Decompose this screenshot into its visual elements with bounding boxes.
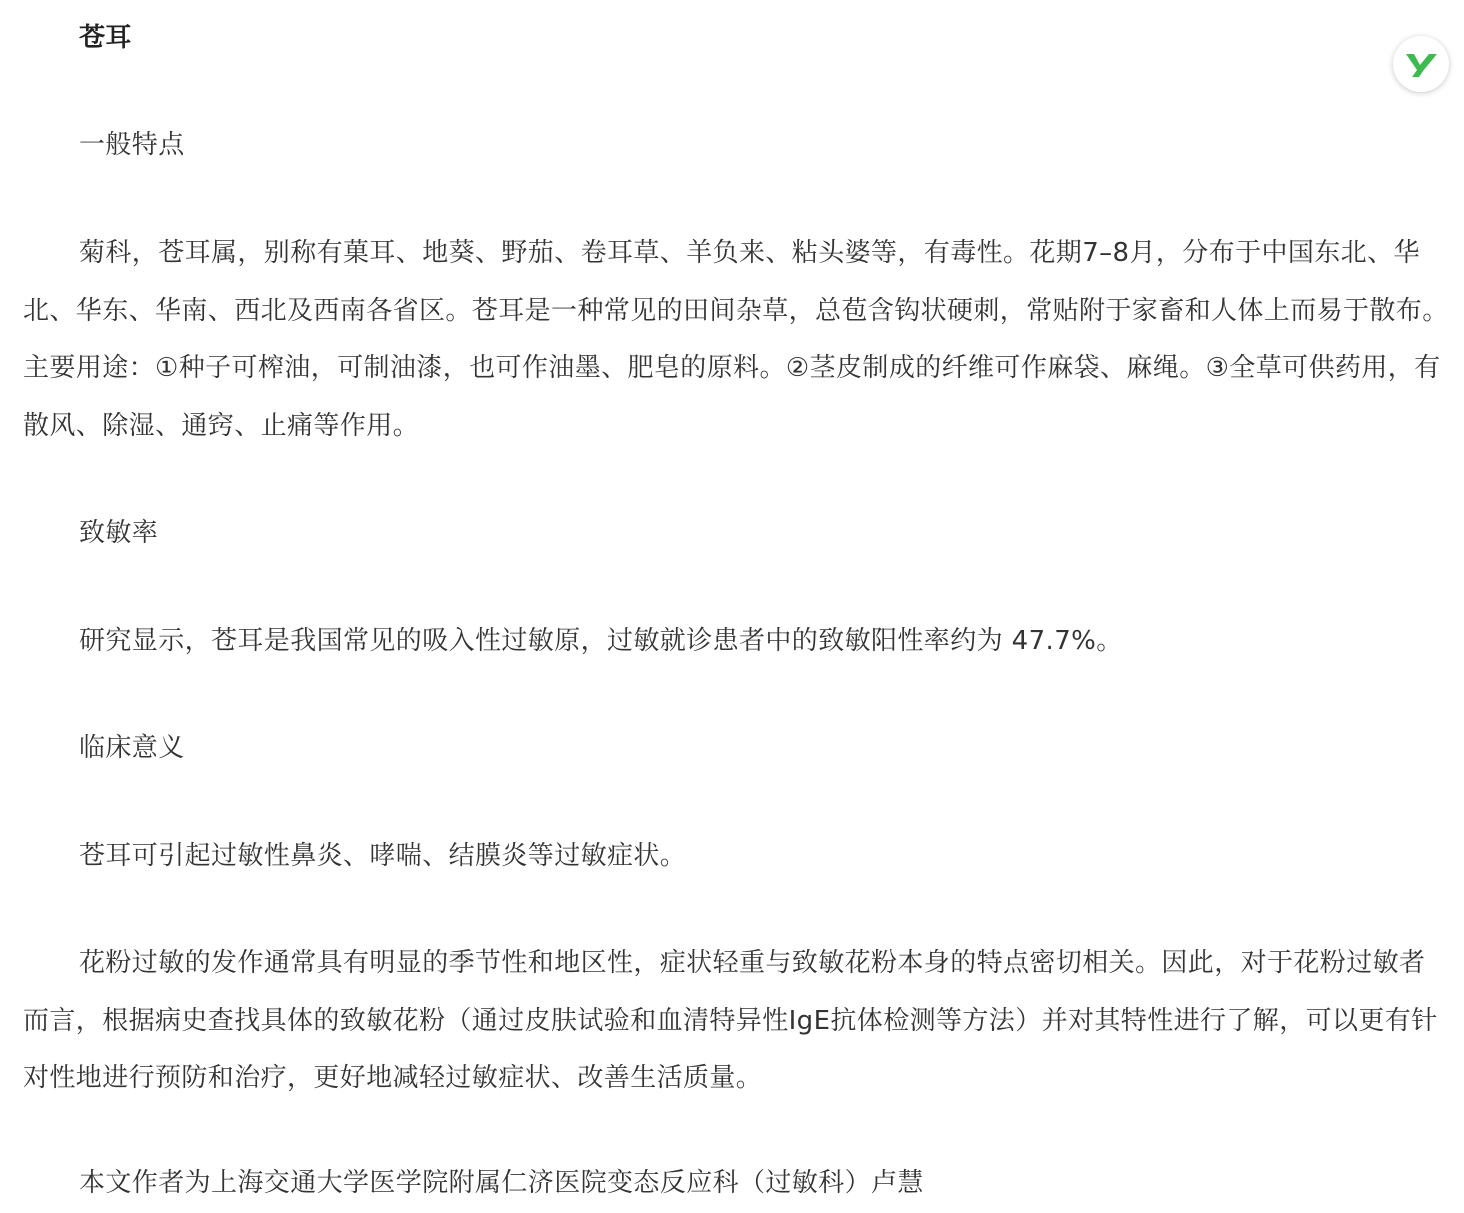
paragraph-clinical-2: 花粉过敏的发作通常具有明显的季节性和地区性，症状轻重与致敏花粉本身的特点密切相关。因此，对于花粉过敏者而言，根据病史查找具体的致敏花粉（通过皮肤试验和血清特异性IgE抗体检测等方法）并对其特性进行了解，可以更有针对性地进行预防和治疗，更好地减轻过敏症状、改善生活质量。 — [23, 948, 1438, 1093]
paragraph-clinical-1: 苍耳可引起过敏性鼻炎、哮喘、结膜炎等过敏症状。 — [79, 841, 687, 871]
paragraph-rate: 研究显示，苍耳是我国常见的吸入性过敏原，过敏就诊患者中的致敏阳性率约为 47.7%。 — [79, 626, 1123, 656]
article-title: 苍耳 — [79, 23, 132, 53]
section-heading-general: 一般特点 — [79, 130, 185, 160]
paragraph-author: 本文作者为上海交通大学医学院附属仁济医院变态反应科（过敏科）卢慧 — [79, 1168, 924, 1198]
y-logo-icon — [1403, 50, 1439, 78]
paragraph-general: 菊科，苍耳属，别称有菓耳、地葵、野茄、卷耳草、羊负来、粘头婆等，有毒性。花期7–8月，分布于中国东北、华北、华东、华南、西北及西南各省区。苍耳是一种常见的田间杂草，总苞含钩状硬刺，常贴附于家畜和人体上而易于散布。主要用途：①种子可榨油，可制油漆，也可作油墨、肥皂的原料。②茎皮制成的纤维可作麻袋、麻绳。③全草可供药用，有散风、除湿、通窍、止痛等作用。 — [23, 238, 1449, 441]
section-heading-rate: 致敏率 — [79, 518, 159, 548]
section-heading-clinical: 临床意义 — [79, 733, 185, 763]
app-badge-button[interactable] — [1393, 36, 1449, 92]
